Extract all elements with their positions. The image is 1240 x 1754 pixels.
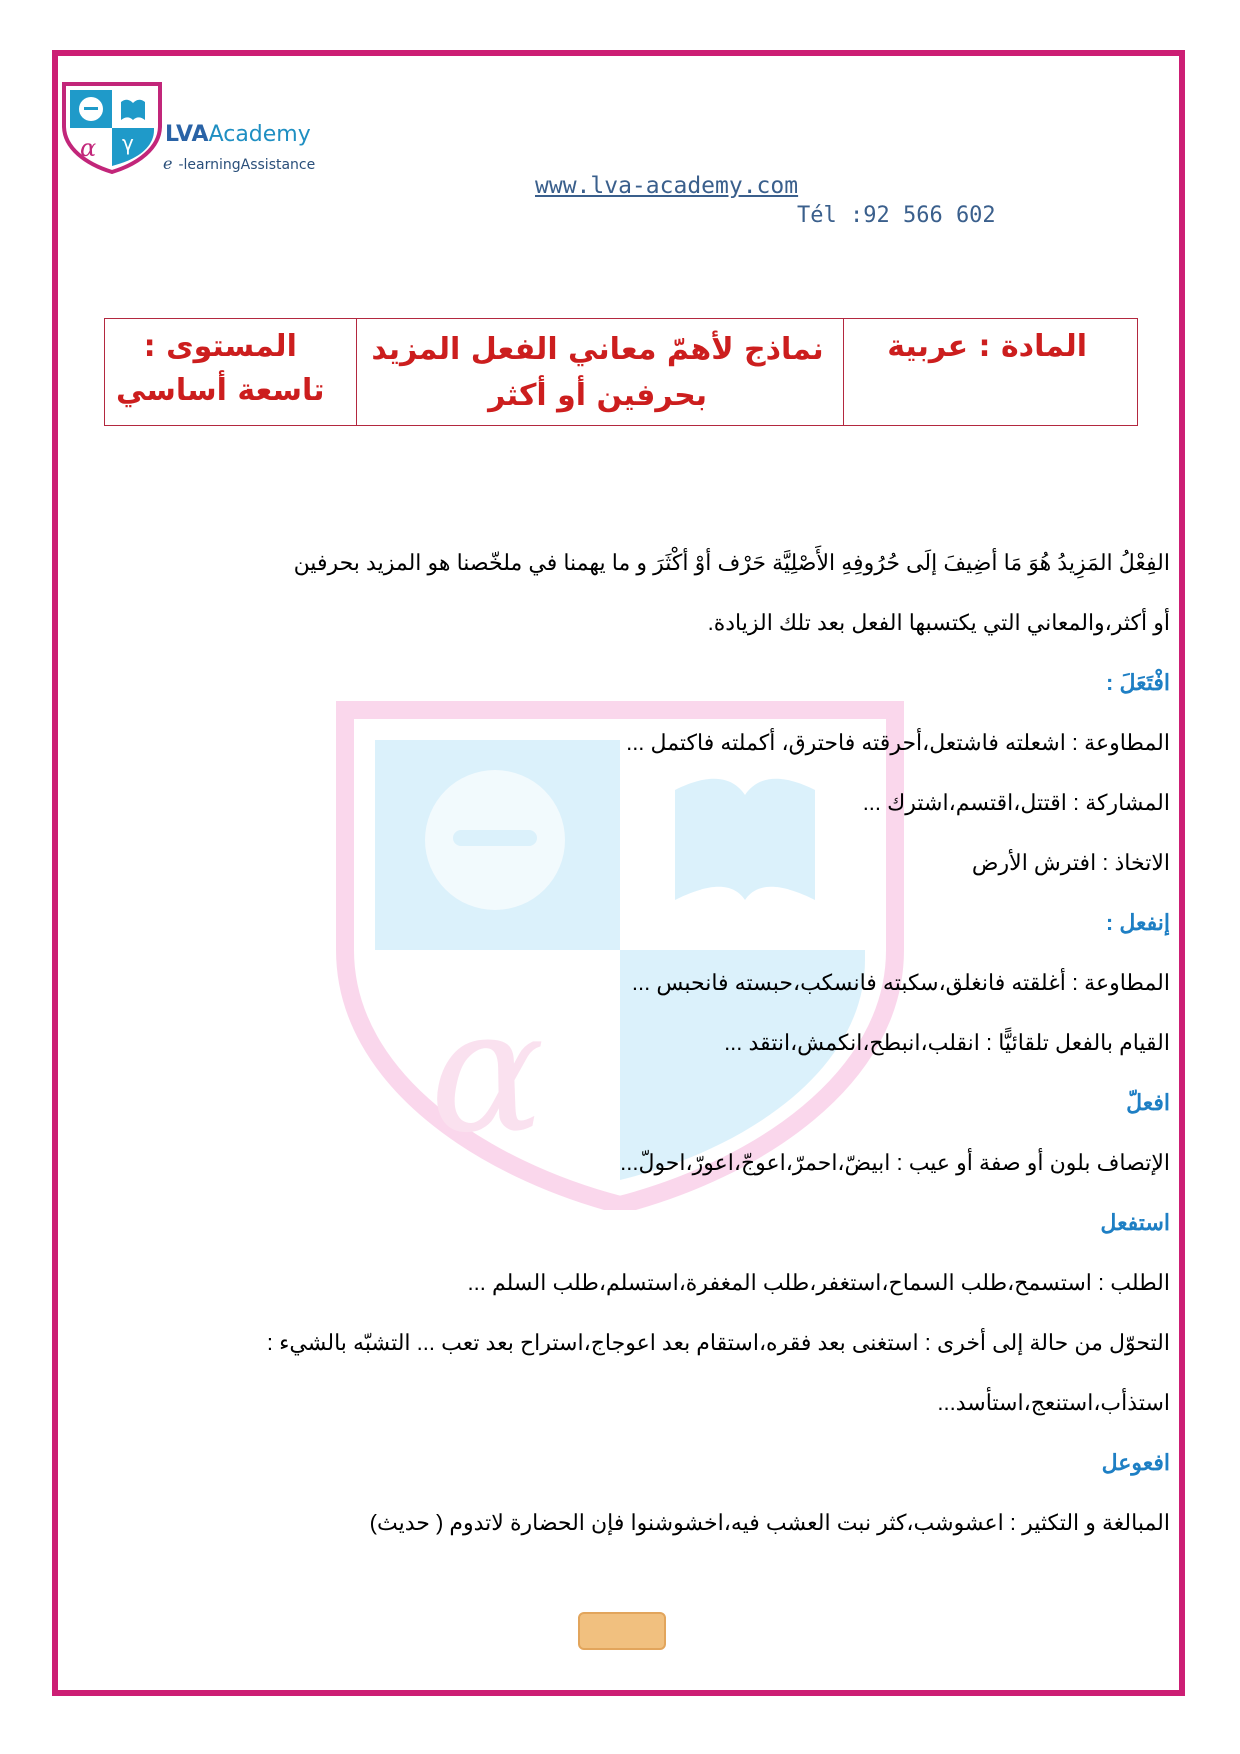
shield-watermark: [335, 700, 905, 1210]
ifta'ala-example-2: المشاركة : اقتتل،اقتسم،اشترك ...: [862, 790, 1170, 815]
ifta'ala-example-1: المطاوعة : اشعلته فاشتعل،أحرقته فاحترق، أكملته فاكتمل ...: [626, 730, 1170, 755]
website-link[interactable]: www.lva-academy.com: [535, 173, 799, 199]
heading-istaf'ala: استفعل: [1100, 1210, 1170, 1235]
svg-text:α: α: [430, 973, 545, 1171]
heading-ifta'ala: افْتَعَلَ :: [1106, 670, 1170, 695]
istaf'ala-example-2: التحوّل من حالة إلى أخرى : استغنى بعد فقره،استقام بعد اعوجاج،استراح بعد تعب ... التشبّه بالشيء :: [266, 1330, 1170, 1355]
if'aw'ala-example-1: المبالغة و التكثير : اعشوشب،كثر نبت العشب فيه،اخشوشنوا فإن الحضارة لاتدوم ( حديث): [369, 1510, 1170, 1535]
title-line-2: بحرفين أو أكثر: [488, 378, 707, 413]
heading-if'alla: افعلّ: [1126, 1090, 1170, 1115]
infa'ala-example-1: المطاوعة : أغلقته فانغلق،سكبته فانسكب،حبسته فانحبس ...: [631, 970, 1170, 995]
brand-name: [165, 122, 311, 147]
tagline-e: e: [163, 154, 173, 173]
level-value: تاسعة أساسي: [116, 373, 325, 408]
lva-shield-logo: [58, 78, 166, 174]
infa'ala-example-2: القيام بالفعل تلقائيًّا : انقلب،انبطح،انكمش،انتقد ...: [724, 1030, 1170, 1055]
subject-label: المادة : عربية: [887, 329, 1087, 364]
svg-text:γ: γ: [122, 131, 134, 155]
svg-text:α: α: [80, 134, 97, 162]
ifta'ala-example-3: الاتخاذ : افترش الأرض: [971, 850, 1170, 875]
brand-academy: Academy: [208, 122, 311, 147]
istaf'ala-example-3: استذأب،استنعج،استأسد...: [937, 1390, 1170, 1415]
brand-lva: LVA: [165, 122, 209, 147]
heading-infa'ala: إنفعل :: [1105, 910, 1170, 935]
if'alla-example-1: الإتصاف بلون أو صفة أو عيب : ابيضّ،احمرّ،اعوجّ،اعورّ،احولّ...: [620, 1150, 1170, 1175]
tagline-text: -learningAssistance: [178, 157, 316, 173]
intro-line-1: الفِعْلُ المَزِيدُ هُوَ مَا أضِيفَ إلَى حُرُوفِهِ الأَصْلِيَّة حَرْف أوْ أكْثَرَ و ما يهمنا في ملخّصنا هو المزيد بحرفين: [293, 550, 1170, 575]
page-number-box: [578, 1612, 666, 1650]
level-cell: [105, 319, 356, 425]
heading-if'aw'ala: افعوعل: [1101, 1450, 1170, 1475]
title-cell: [356, 319, 843, 425]
intro-line-2: أو أكثر،والمعاني التي يكتسبها الفعل بعد تلك الزيادة.: [707, 610, 1170, 635]
title-line-1: نماذج لأهمّ معاني الفعل المزيد: [371, 332, 824, 367]
istaf'ala-example-1: الطلب : استسمح،طلب السماح،استغفر،طلب المغفرة،استسلم،طلب السلم ...: [467, 1270, 1170, 1295]
subject-cell: [843, 319, 1137, 425]
brand-tagline: [163, 154, 315, 173]
phone-number: Tél :92 566 602: [797, 203, 996, 228]
info-table: [104, 318, 1138, 426]
level-label: المستوى :: [143, 329, 297, 364]
